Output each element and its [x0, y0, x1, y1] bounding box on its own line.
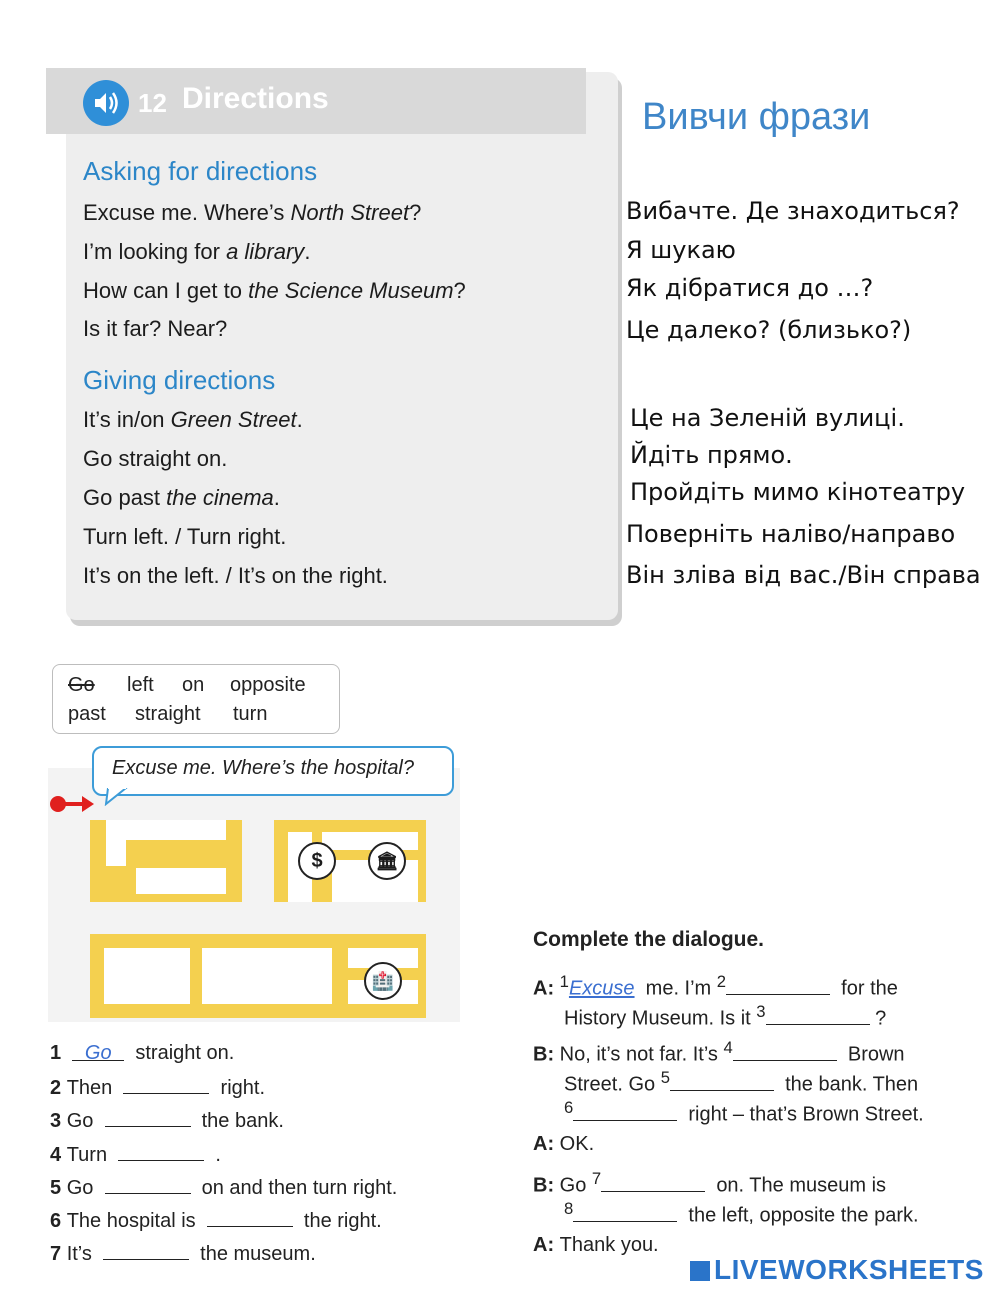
museum-icon: 🏛 [368, 842, 406, 880]
exercise-item: 6 The hospital is the right. [50, 1210, 382, 1232]
exercise-item: 7 It’s the museum. [50, 1243, 316, 1265]
giving-phrase: Turn left. / Turn right. [83, 524, 287, 549]
asking-phrase: I’m looking for a library. [83, 239, 311, 264]
word-chip: opposite [230, 674, 306, 696]
translation-line: Поверніть наліво/направо [626, 520, 956, 548]
dialogue-line: B: No, it’s not far. It’s $^4$ Brown [533, 1038, 905, 1066]
translation-title: Вивчи фрази [642, 96, 871, 138]
dialogue-line: $^6$ right – that’s Brown Street. [564, 1098, 924, 1126]
answer-field[interactable] [118, 1142, 204, 1161]
giving-title: Giving directions [83, 365, 276, 395]
exercise-item: 4 Turn . [50, 1144, 221, 1166]
exercise-item: 3 Go the bank. [50, 1110, 284, 1132]
bubble-text: Excuse me. Where’s the hospital? [112, 757, 415, 779]
answer-field[interactable]: Go [72, 1042, 124, 1061]
logo-icon [690, 1261, 710, 1281]
translation-line: Йдіть прямо. [630, 441, 793, 469]
asking-phrase: Is it far? Near? [83, 316, 228, 341]
dialogue-title: Complete the dialogue. [533, 928, 765, 951]
word-chip: turn [233, 703, 268, 725]
translation-line: Він зліва від вас./Він справа [626, 561, 981, 589]
translation-line: Я шукаю [626, 236, 736, 264]
word-chip: left [127, 674, 154, 696]
exercise-item: 5 Go on and then turn right. [50, 1177, 398, 1199]
dialogue-line: A: $^1$Excuse me. I’m $^2$ for the [533, 972, 898, 1000]
giving-phrase: Go past the cinema. [83, 485, 280, 510]
bubble-tail [104, 788, 130, 806]
start-arrow-icon [48, 792, 98, 816]
answer-field[interactable] [601, 1173, 705, 1192]
bank-icon: $ [298, 842, 336, 880]
word-chip: on [182, 674, 205, 696]
brand-logo: LIVEWORKSHEETS [690, 1254, 984, 1286]
answer-field[interactable] [670, 1072, 774, 1091]
answer-field[interactable]: Excuse [568, 977, 635, 1000]
section-number: 12 [138, 88, 167, 118]
giving-phrase: It’s in/on Green Street. [83, 407, 303, 432]
translation-line: Вибачте. Де знаходиться? [626, 197, 960, 225]
word-chip: past [68, 703, 106, 725]
dialogue-line: B: Go $^7$ on. The museum is [533, 1169, 887, 1197]
hospital-icon: 🏥 [364, 962, 402, 1000]
answer-field[interactable] [103, 1241, 189, 1260]
word-chip: Go [68, 674, 95, 696]
answer-field[interactable] [105, 1175, 191, 1194]
giving-phrase: It’s on the left. / It’s on the right. [83, 563, 388, 588]
exercise-item: 2 Then right. [50, 1077, 265, 1099]
dialogue-line: History Museum. Is it $^3$ ? [564, 1002, 887, 1030]
asking-title: Asking for directions [83, 156, 318, 186]
dialogue-line: A: Thank you. [533, 1234, 659, 1256]
answer-field[interactable] [766, 1006, 870, 1025]
dialogue-line: $^8$ the left, opposite the park. [564, 1199, 919, 1227]
section-title: Directions [182, 82, 329, 115]
answer-field[interactable] [726, 976, 830, 995]
dialogue-line: Street. Go $^5$ the bank. Then [564, 1068, 919, 1096]
asking-phrase: Excuse me. Where’s North Street? [83, 200, 422, 225]
answer-field[interactable] [123, 1075, 209, 1094]
answer-field[interactable] [105, 1108, 191, 1127]
dialogue-line: A: OK. [533, 1133, 595, 1155]
translation-line: Це на Зеленій вулиці. [630, 404, 905, 432]
translation-line: Як дібратися до …? [626, 274, 874, 302]
answer-field[interactable] [207, 1208, 293, 1227]
exercise-item: 1 Go straight on. [50, 1042, 235, 1064]
word-chip: straight [135, 703, 201, 725]
translation-line: Пройдіть мимо кінотеатру [630, 478, 966, 506]
answer-field[interactable] [733, 1042, 837, 1061]
giving-phrase: Go straight on. [83, 446, 228, 471]
translation-line: Це далеко? (близько?) [626, 316, 912, 344]
answer-field[interactable] [573, 1102, 677, 1121]
answer-field[interactable] [573, 1203, 677, 1222]
audio-speaker-icon[interactable] [83, 80, 129, 126]
asking-phrase: How can I get to the Science Museum? [83, 278, 466, 303]
